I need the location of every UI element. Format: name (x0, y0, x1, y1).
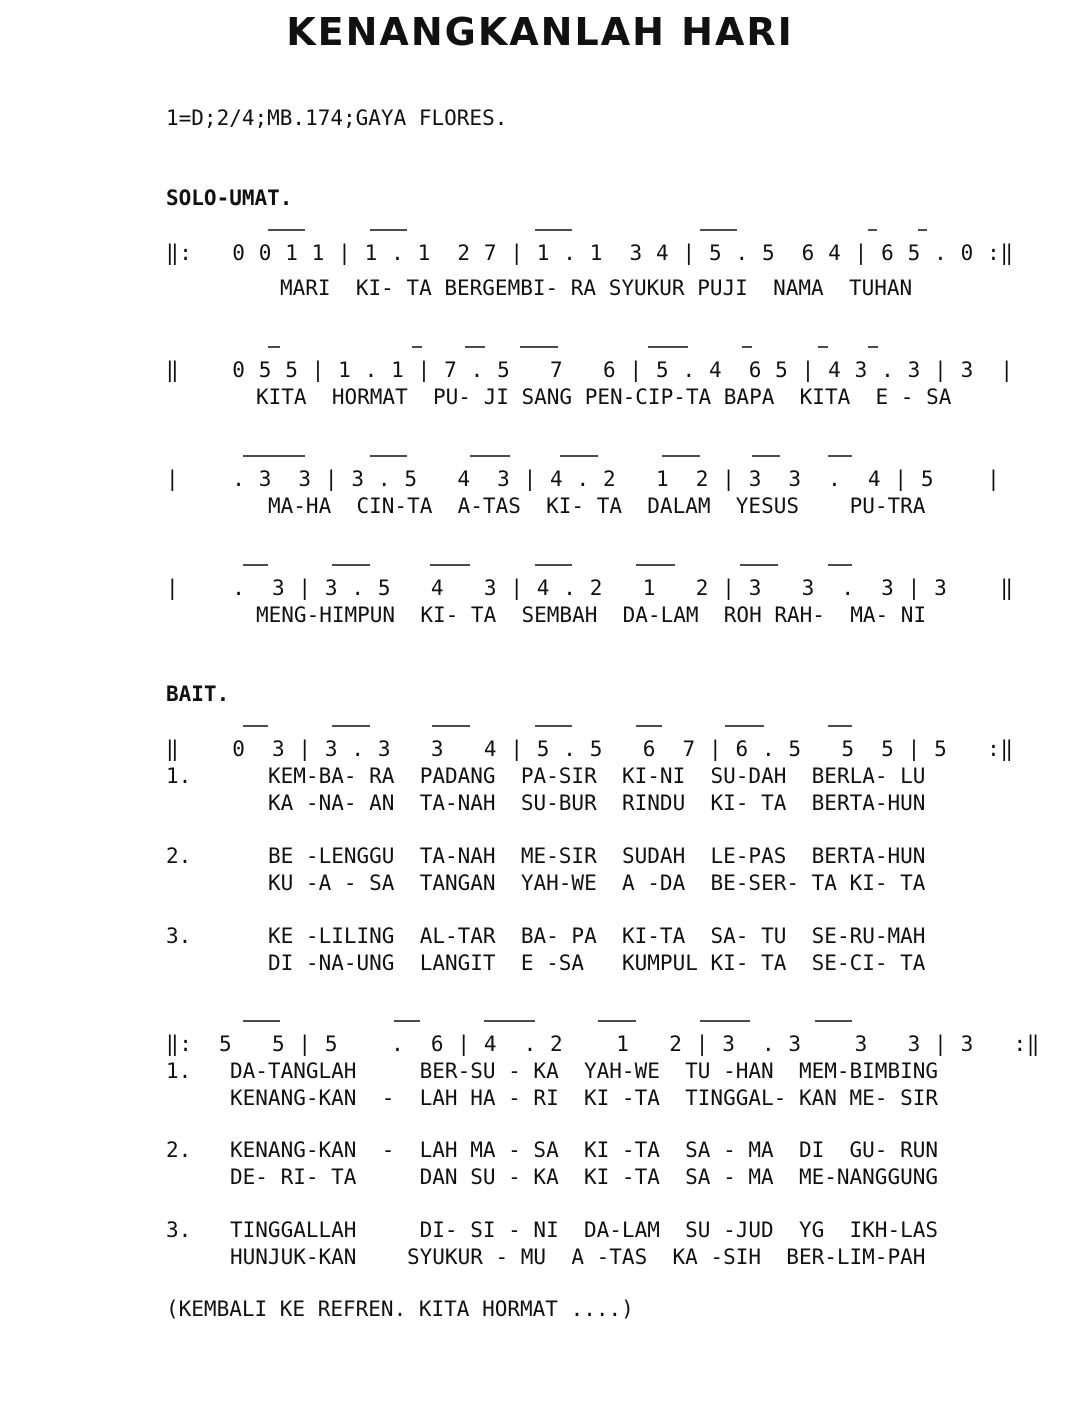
refrain-stanza-2-line-2: DE- RI- TA DAN SU - KA KI -TA SA - MA ME-NANGGUNG (230, 1165, 939, 1189)
key-time-info: 1=D;2/4;MB.174;GAYA FLORES. (166, 106, 508, 130)
footer-note: (KEMBALI KE REFREN. KITA HORMAT ....) (166, 1297, 634, 1321)
verse-stanza-2-line-1: BE -LENGGU TA-NAH ME-SIR SUDAH LE-PAS BERTA-HUN (268, 844, 926, 868)
verse-stanza-1-line-1: KEM-BA- RA PADANG PA-SIR KI-NI SU-DAH BERLA- LU (268, 764, 926, 788)
refrain-stanza-1-line-1: DA-TANGLAH BER-SU - KA YAH-WE TU -HAN MEM-BIMBING (230, 1059, 939, 1083)
chorus-notation-line-4: | . 3 | 3 . 5 4 3 | 4 . 2 1 2 | 3 3 . 3 | 3 ‖ (166, 576, 1014, 600)
refrain-stanza-3-line-2: HUNJUK-KAN SYUKUR - MU A -TAS KA -SIH BER-LIM-PAH (230, 1245, 926, 1269)
chorus-lyrics-line-2: KITA HORMAT PU- JI SANG PEN-CIP-TA BAPA KITA E - SA (256, 385, 952, 409)
chorus-lyrics-line-4: MENG-HIMPUN KI- TA SEMBAH DA-LAM ROH RAH- MA- NI (256, 603, 927, 627)
verse-stanza-3-line-2: DI -NA-UNG LANGIT E -SA KUMPUL KI- TA SE-CI- TA (268, 951, 926, 975)
verse-stanza-2-number: 2. (166, 844, 192, 868)
verse-stanza-2-line-2: KU -A - SA TANGAN YAH-WE A -DA BE-SER- TA KI- TA (268, 871, 926, 895)
refrain-stanza-2-number: 2. (166, 1138, 192, 1162)
refrain-stanza-1-line-2: KENANG-KAN - LAH HA - RI KI -TA TINGGAL- KAN ME- SIR (230, 1086, 939, 1110)
refrain-stanza-3-line-1: TINGGALLAH DI- SI - NI DA-LAM SU -JUD YG IKH-LAS (230, 1218, 939, 1242)
chorus-notation-line-1: ‖: 0 0 1 1 | 1 . 1 2 7 | 1 . 1 3 4 | 5 . 5 6 4 | 6 5 . 0 :‖ (166, 241, 1014, 265)
song-title: KENANGKANLAH HARI (286, 10, 794, 54)
verse-stanza-3-line-1: KE -LILING AL-TAR BA- PA KI-TA SA- TU SE-RU-MAH (268, 924, 926, 948)
verse-stanza-3-number: 3. (166, 924, 192, 948)
verse-stanza-1-line-2: KA -NA- AN TA-NAH SU-BUR RINDU KI- TA BERTA-HUN (268, 791, 926, 815)
verse-stanza-1-number: 1. (166, 764, 192, 788)
chorus-notation-line-2: ‖ 0 5 5 | 1 . 1 | 7 . 5 7 6 | 5 . 4 6 5 | 4 3 . 3 | 3 | (166, 358, 1014, 382)
refrain-notation-line: ‖: 5 5 | 5 . 6 | 4 . 2 1 2 | 3 . 3 3 3 | 3 :‖ (166, 1032, 1041, 1056)
chorus-lyrics-line-1: MARI KI- TA BERGEMBI- RA SYUKUR PUJI NAMA TUHAN (280, 276, 913, 300)
refrain-stanza-1-number: 1. (166, 1059, 192, 1083)
verse-label: BAIT. (166, 682, 230, 706)
verse-notation-line: ‖ 0 3 | 3 . 3 3 4 | 5 . 5 6 7 | 6 . 5 5 5 | 5 :‖ (166, 737, 1014, 761)
chorus-lyrics-line-3: MA-HA CIN-TA A-TAS KI- TA DALAM YESUS PU-TRA (268, 494, 926, 518)
refrain-stanza-3-number: 3. (166, 1218, 192, 1242)
chorus-notation-line-3: | . 3 3 | 3 . 5 4 3 | 4 . 2 1 2 | 3 3 . 4 | 5 | (166, 467, 1001, 491)
chorus-label: SOLO-UMAT. (166, 186, 293, 210)
refrain-stanza-2-line-1: KENANG-KAN - LAH MA - SA KI -TA SA - MA DI GU- RUN (230, 1138, 939, 1162)
